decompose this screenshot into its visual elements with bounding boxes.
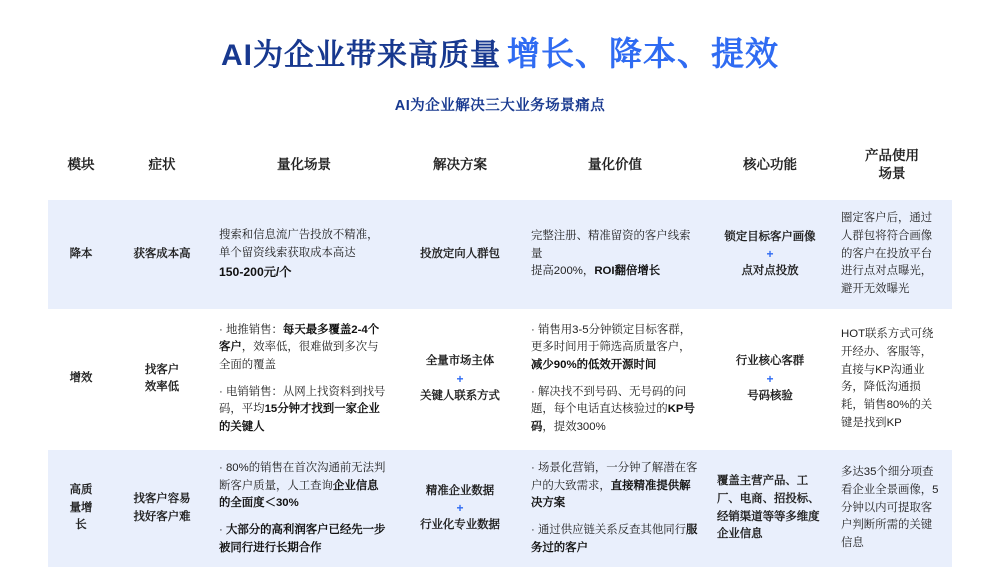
core-line-2: 点对点投放 [741, 264, 799, 277]
scenario-line-1 [219, 460, 389, 513]
table-header [48, 141, 952, 199]
core-line-1: 行业核心客群 [735, 355, 805, 368]
cell-scenario [210, 310, 398, 448]
table-row [48, 310, 952, 448]
column-header-core-function: 核心功能 [743, 157, 797, 173]
symptom-line-1: 找客户容易 [133, 492, 191, 505]
scenario-1-suffix: ，效率低，很难做到多次与全面的覆盖 [219, 341, 379, 372]
core-plus-sign: + [766, 247, 774, 262]
scenario-1-prefix: · 地推销售： [219, 323, 283, 336]
scenario-line-3: 150-200元/个 [219, 264, 292, 279]
value-line-1 [531, 460, 699, 513]
value-2-highlight: KP号码 [531, 403, 695, 434]
column-header-solution: 解决方案 [433, 157, 487, 173]
cell-solution: 投放定向人群包 [398, 199, 522, 310]
scenario-1-highlight: 每天最多覆盖2-4个客户 [219, 323, 380, 354]
solution-plus-sign: + [456, 501, 464, 516]
solution-line-2: 关键人联系方式 [420, 389, 500, 402]
solution-plus-sign: + [456, 372, 464, 387]
cell-value [522, 199, 708, 310]
core-line-1: 锁定目标客户画像 [724, 230, 816, 243]
scenario-line-2 [219, 522, 389, 557]
solution-line-2: 行业化专业数据 [420, 518, 500, 531]
solution-line-1: 全量市场主体 [425, 355, 495, 368]
column-header-scenario: 量化场景 [277, 157, 331, 173]
scenario-line-1: 搜索和信息流广告投放不精准， [219, 229, 379, 242]
symptom-line-2: 效率低 [144, 381, 180, 394]
value-1-prefix: · 场景化营销，一分钟了解潜在客户的大致需求， [531, 461, 698, 492]
scenario-2-highlight: 大部分的高利润客户已经先一步被同行进行长期合作 [219, 523, 386, 554]
cell-use-case: HOT联系方式可绕开经办、客服等，直接与KP沟通业务，降低沟通损耗，销售80%的关键是找到KP [832, 310, 952, 448]
value-2-prefix: · 解决找不到号码、无号码的问题，每个电话直达核验过的 [531, 385, 687, 416]
value-2-prefix: · 通过供应链关系反查其他同行 [531, 523, 687, 536]
cell-solution [398, 448, 522, 568]
value-2-highlight: 服务过的客户 [531, 523, 698, 554]
cell-symptom [114, 310, 210, 448]
cell-scenario [210, 448, 398, 568]
cell-core-function [708, 310, 832, 448]
cell-value [522, 448, 708, 568]
table-row [48, 199, 952, 310]
column-header-use-case-line2: 场景 [878, 166, 906, 182]
value-1-highlight: 直接精准提供解决方案 [531, 479, 691, 510]
column-header-use-case-line1: 产品使用 [865, 148, 919, 163]
scenario-1-highlight: 企业信息的全面度＜30% [219, 479, 379, 510]
scenario-line-2: 单个留资线索获取成本高达 [219, 247, 356, 260]
cell-core-function: 覆盖主营产品、工厂、电商、招投标、经销渠道等等多维度企业信息 [708, 448, 832, 568]
cell-module: 增效 [48, 310, 114, 448]
scenario-2-prefix: · [219, 523, 226, 536]
page-title-accent: 增长、降本、提效 [507, 35, 779, 72]
scenario-line-1 [219, 322, 389, 375]
cell-core-function [708, 199, 832, 310]
value-line-1: 完整注册、精准留资的客户线索量 [531, 230, 691, 260]
value-line-2 [531, 263, 699, 281]
table-header-row [48, 141, 952, 199]
column-header-symptom: 症状 [148, 157, 176, 173]
cell-solution [398, 310, 522, 448]
page-title-primary: AI为企业带来高质量 [221, 39, 501, 72]
value-2-suffix: ，提效300% [542, 421, 606, 434]
table-body [48, 199, 952, 569]
value-1-highlight: 减少90%的低效开源时间 [531, 359, 657, 372]
column-header-value: 量化价值 [588, 157, 642, 173]
scenario-line-2 [219, 384, 389, 437]
value-1-prefix: · 销售用3-5分钟锁定目标客群，更多时间用于筛选高质量客户， [531, 323, 692, 354]
value-line-2-text: 提高200%， [531, 265, 595, 278]
value-line-1 [531, 322, 699, 375]
symptom-line-1: 找客户 [144, 363, 180, 376]
value-line-2-highlight: ROI翻倍增长 [594, 265, 661, 278]
title-block [0, 0, 1000, 115]
page-title [0, 34, 1000, 74]
column-header-use-case [832, 141, 952, 199]
matrix-table [48, 141, 952, 570]
solution-line-1: 精准企业数据 [425, 484, 495, 497]
column-header-module: 模块 [67, 157, 95, 173]
symptom-line-2: 找好客户难 [133, 510, 191, 523]
cell-use-case: 圈定客户后，通过人群包将符合画像的客户在投放平台进行点对点曝光，避开无效曝光 [832, 199, 952, 310]
module-line-1: 高质 [69, 484, 93, 496]
cell-module [48, 448, 114, 568]
cell-module: 降本 [48, 199, 114, 310]
cell-value [522, 310, 708, 448]
module-line-3: 长 [75, 519, 87, 532]
table-row [48, 448, 952, 568]
value-line-2 [531, 384, 699, 437]
scenario-2-highlight: 15分钟才找到一家企业的关键人 [219, 403, 380, 434]
cell-scenario [210, 199, 398, 310]
page-subtitle: AI为企业解决三大业务场景痛点 [394, 98, 606, 114]
core-line-2: 号码核验 [747, 389, 793, 402]
scenario-1-prefix: · 80%的销售在首次沟通前无法判断客户质量，人工查询 [219, 461, 386, 492]
cell-use-case: 多达35个细分项查看企业全景画像，5分钟以内可提取客户判断所需的关键信息 [832, 448, 952, 568]
cell-symptom: 获客成本高 [114, 199, 210, 310]
module-line-2: 量增 [69, 501, 93, 514]
cell-symptom [114, 448, 210, 568]
core-plus-sign: + [766, 372, 774, 387]
matrix-table-wrap [48, 141, 952, 570]
scenario-2-prefix: · 电销销售：从网上找资料到找号码，平均 [219, 385, 386, 416]
value-line-2 [531, 522, 699, 557]
